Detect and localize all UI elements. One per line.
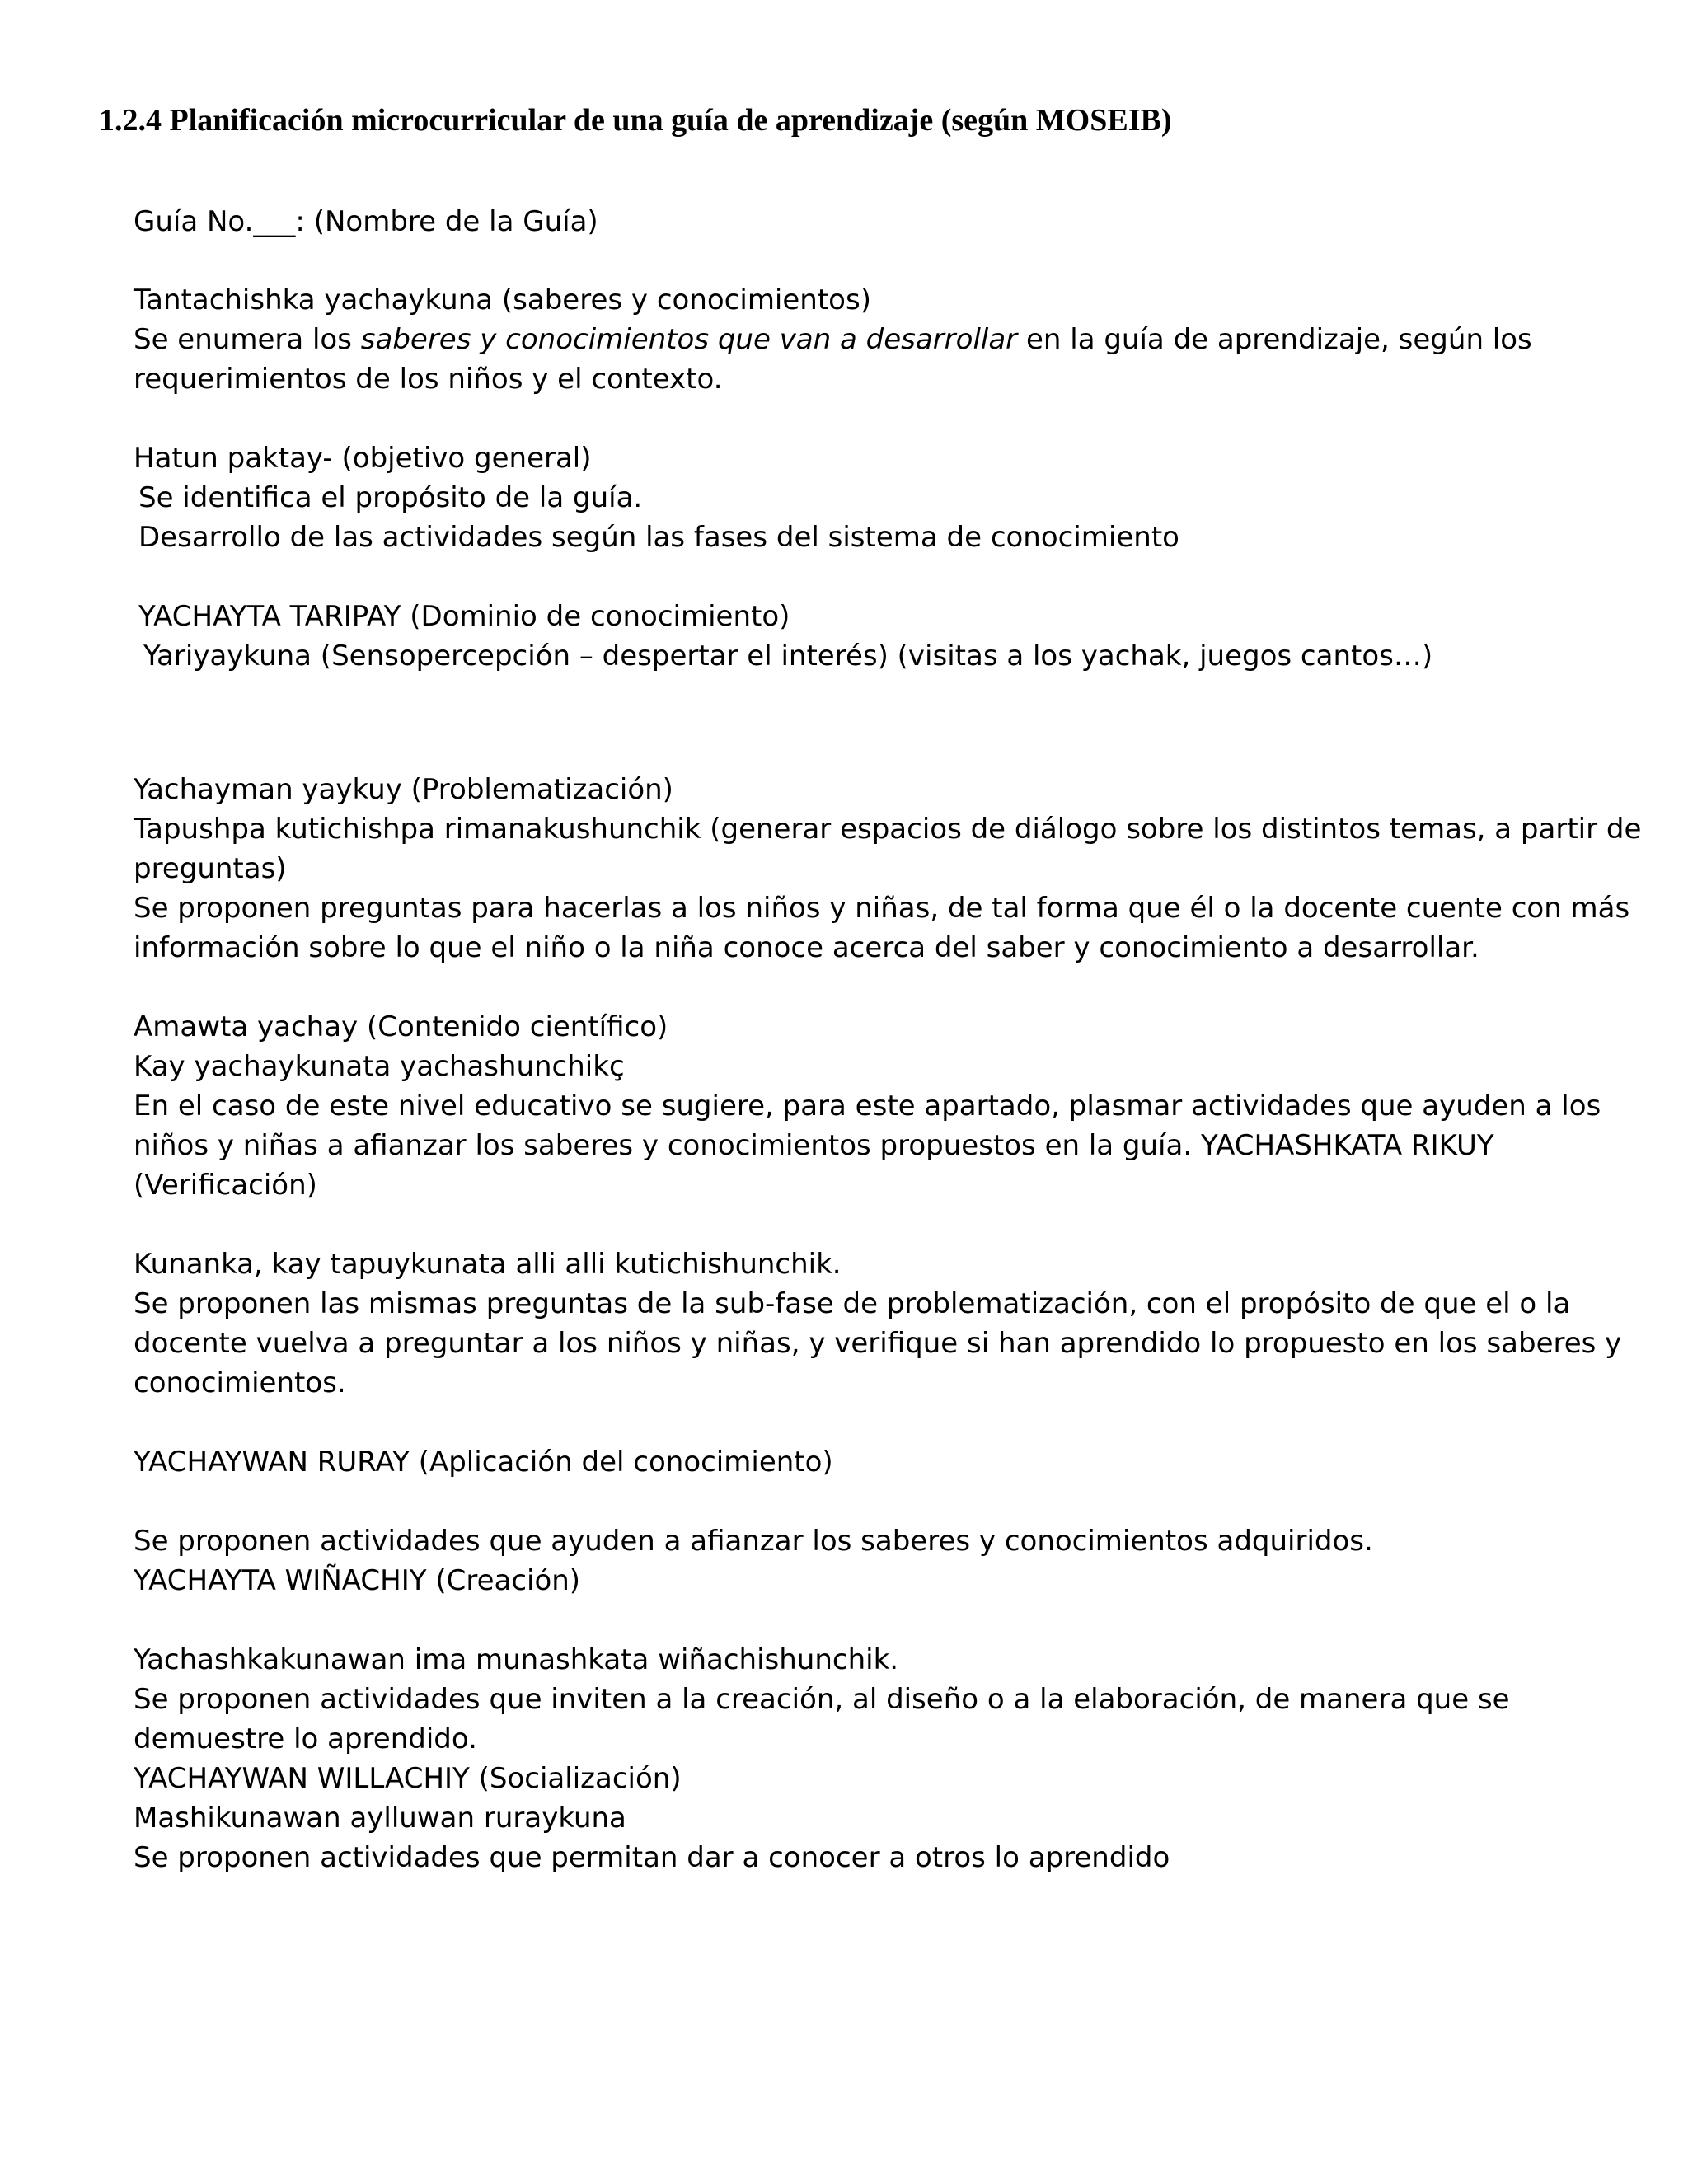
yachaywan-ruray-text: Se proponen actividades que ayuden a afianzar los saberes y conocimientos adquiridos. (134, 1525, 1373, 1558)
yachaywan-ruray-title: YACHAYWAN RURAY (Aplicación del conocimiento) (134, 1446, 833, 1479)
tantachishka-text (134, 320, 1532, 359)
tantachishka-title: Tantachishka yachaykuna (saberes y conocimientos) (134, 284, 871, 316)
yachaywan-willachiy-title: YACHAYWAN WILLACHIY (Socialización) (134, 1762, 682, 1795)
yachayta-winachiy-title: YACHAYTA WIÑACHIY (Creación) (134, 1564, 581, 1597)
amawta-text-2: En el caso de este nivel educativo se sugiere, para este apartado, plasmar actividades que ayuden a los (134, 1090, 1601, 1122)
yachayman-text-1: Tapushpa kutichishpa rimanakushunchik (generar espacios de diálogo sobre los distintos temas, a partir de (134, 813, 1642, 846)
hatun-title: Hatun paktay- (objetivo general) (134, 442, 592, 475)
tantachishka-text-start: Se enumera los (134, 323, 361, 356)
kunanka-text-2: docente vuelva a preguntar a los niños y niñas, y verifique si han aprendido lo propuesto en los saberes y (134, 1327, 1622, 1360)
yachashka-text-2: demuestre lo aprendido. (134, 1722, 477, 1755)
yachayman-text-2: preguntas) (134, 852, 287, 885)
yachayman-text-3: Se proponen preguntas para hacerlas a los niños y niñas, de tal forma que él o la docente cuente con más (134, 892, 1630, 925)
tantachishka-text-end: en la guía de aprendizaje, según los (1017, 323, 1532, 356)
hatun-text-1: Se identifica el propósito de la guía. (138, 481, 643, 514)
yachashka-title: Yachashkakunawan ima munashkata wiñachishunchik. (134, 1643, 899, 1676)
kunanka-text-1: Se proponen las mismas preguntas de la sub-fase de problematización, con el propósito de que el o la (134, 1287, 1571, 1320)
yachashka-text-1: Se proponen actividades que inviten a la creación, al diseño o a la elaboración, de manera que se (134, 1683, 1510, 1716)
kunanka-text-3: conocimientos. (134, 1366, 346, 1399)
tantachishka-text-italic: saberes y conocimientos que van a desarrollar (360, 323, 1018, 356)
amawta-text-3: niños y niñas a afianzar los saberes y conocimientos propuestos en la guía. YACHASHKATA RIKUY (134, 1129, 1494, 1162)
tantachishka-text-2: requerimientos de los niños y el contexto. (134, 363, 723, 396)
mashikunawan-line: Mashikunawan aylluwan ruraykuna (134, 1802, 626, 1835)
kunanka-title: Kunanka, kay tapuykunata alli alli kutichishunchik. (134, 1248, 842, 1281)
amawta-text-1: Kay yachaykunata yachashunchikç (134, 1050, 625, 1083)
guide-number-line: Guía No.___: (Nombre de la Guía) (134, 205, 598, 238)
socializacion-text: Se proponen actividades que permitan dar a conocer a otros lo aprendido (134, 1841, 1170, 1874)
yachayman-title: Yachayman yaykuy (Problematización) (134, 773, 673, 806)
yachayta-taripay-text: Yariyaykuna (Sensopercepción – despertar el interés) (visitas a los yachak, juegos cantos…) (143, 640, 1433, 673)
section-heading: 1.2.4 Planificación microcurricular de una guía de aprendizaje (según MOSEIB) (99, 103, 1172, 138)
hatun-text-2: Desarrollo de las actividades según las fases del sistema de conocimiento (138, 521, 1179, 554)
yachayman-text-4: información sobre lo que el niño o la niña conoce acerca del saber y conocimiento a desarrollar. (134, 931, 1479, 964)
amawta-text-4: (Verificación) (134, 1169, 317, 1202)
yachayta-taripay-title: YACHAYTA TARIPAY (Dominio de conocimiento) (138, 600, 790, 633)
amawta-title: Amawta yachay (Contenido científico) (134, 1010, 668, 1043)
